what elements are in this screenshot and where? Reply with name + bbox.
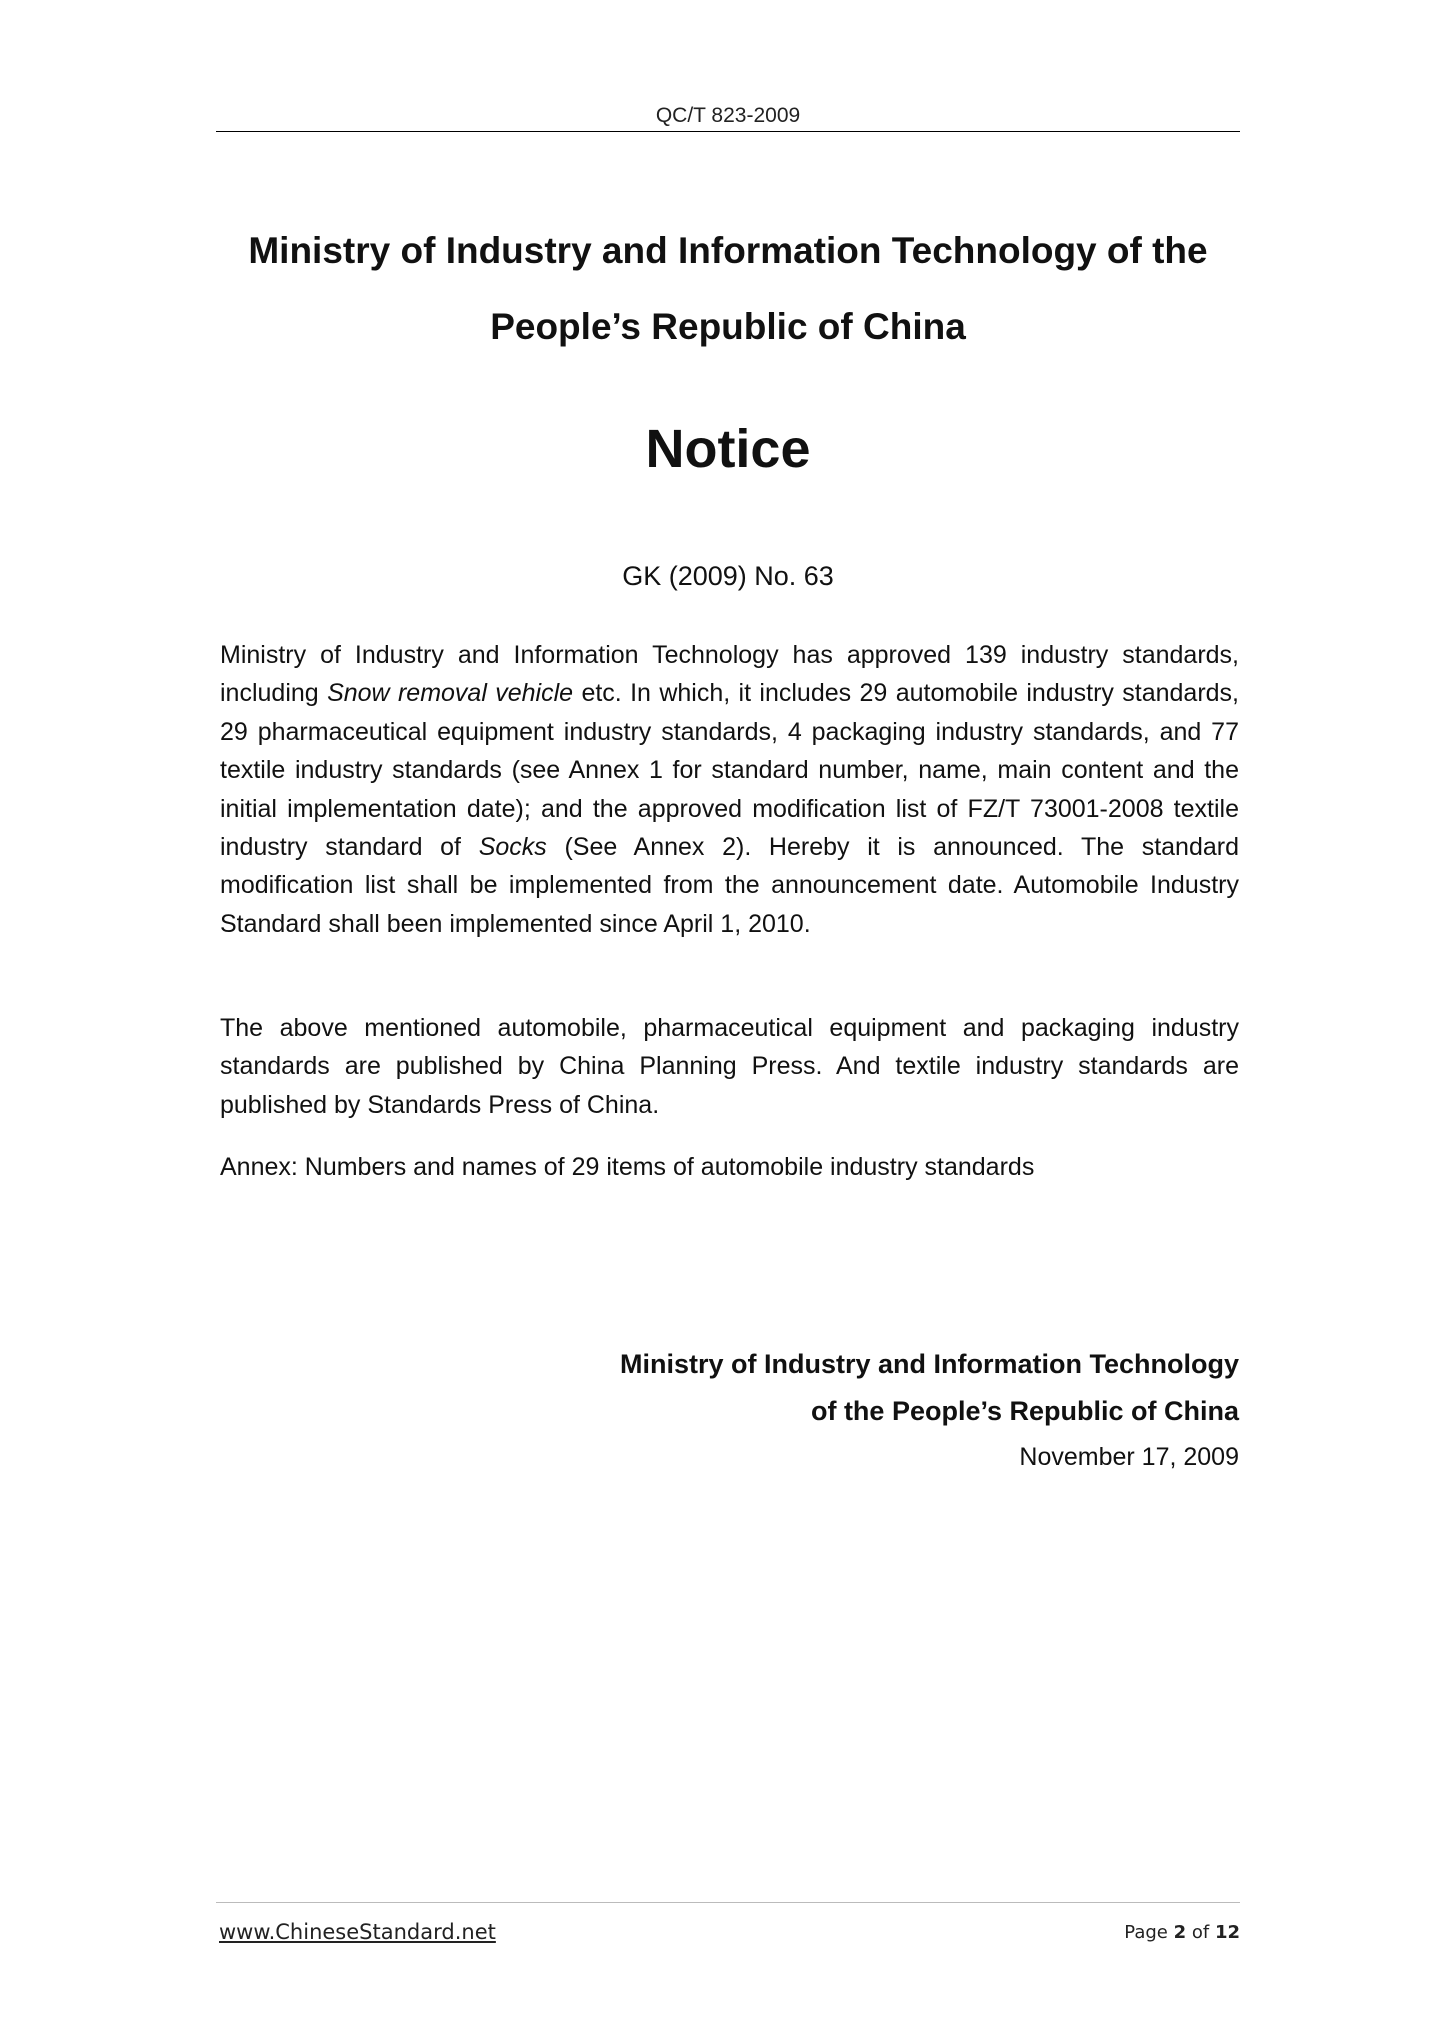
paragraph-publishers: The above mentioned automobile, pharmaceutical equipment and packaging industry standards are published by China Planning Press. And textile industry standards are published by Standards Press of China. bbox=[220, 1014, 1239, 1119]
signature-org-line-1: Ministry of Industry and Information Technology bbox=[619, 1349, 1239, 1379]
annex-line: Annex: Numbers and names of 29 items of automobile industry standards bbox=[220, 1153, 1035, 1181]
paragraph-approval bbox=[220, 636, 1239, 943]
page-total: 12 bbox=[1214, 1922, 1240, 1943]
p1-italic-title-2: Socks bbox=[478, 833, 547, 862]
title-line-1: Ministry of Industry and Information Technology of the bbox=[248, 230, 1208, 271]
page-of: of bbox=[1186, 1922, 1215, 1943]
notice-heading: Notice bbox=[645, 419, 811, 479]
footer-website-link[interactable]: www.ChineseStandard.net bbox=[219, 1920, 496, 1944]
page-current: 2 bbox=[1173, 1922, 1187, 1943]
p1-text-2: etc. In which, it includes 29 automobile industry standards, 29 pharmaceutical equipment industry standards, 4 packaging industry standards, and 77 textile industry standards (see Annex 1 for standard number, name, main content and the initial implementation date); and the approved modification list of FZ/T 73001-2008 textile industry standard of bbox=[220, 679, 1239, 862]
header-standard-code: QC/T 823-2009 bbox=[655, 104, 801, 127]
title-line-2: People’s Republic of China bbox=[490, 306, 966, 347]
p1-italic-title-1: Snow removal vehicle bbox=[327, 679, 574, 708]
signature-block bbox=[500, 1341, 1239, 1480]
p1-text-1: Ministry of Industry and Information Technology has approved 139 industry standards, including bbox=[220, 641, 1239, 708]
signature-date: November 17, 2009 bbox=[1019, 1443, 1239, 1471]
p1-text-3: (See Annex 2). Hereby it is announced. The standard modification list shall be implemented from the announcement date. Automobile Industry Standard shall been implemented since April 1, 2010. bbox=[220, 833, 1240, 938]
footer-page-number bbox=[1124, 1922, 1240, 1943]
page-prefix: Page bbox=[1124, 1922, 1174, 1943]
document-number: GK (2009) No. 63 bbox=[622, 561, 834, 591]
signature-org-line-2: of the People’s Republic of China bbox=[810, 1396, 1239, 1426]
header-divider bbox=[216, 131, 1240, 132]
footer-divider bbox=[216, 1902, 1240, 1903]
page-title bbox=[216, 213, 1240, 365]
